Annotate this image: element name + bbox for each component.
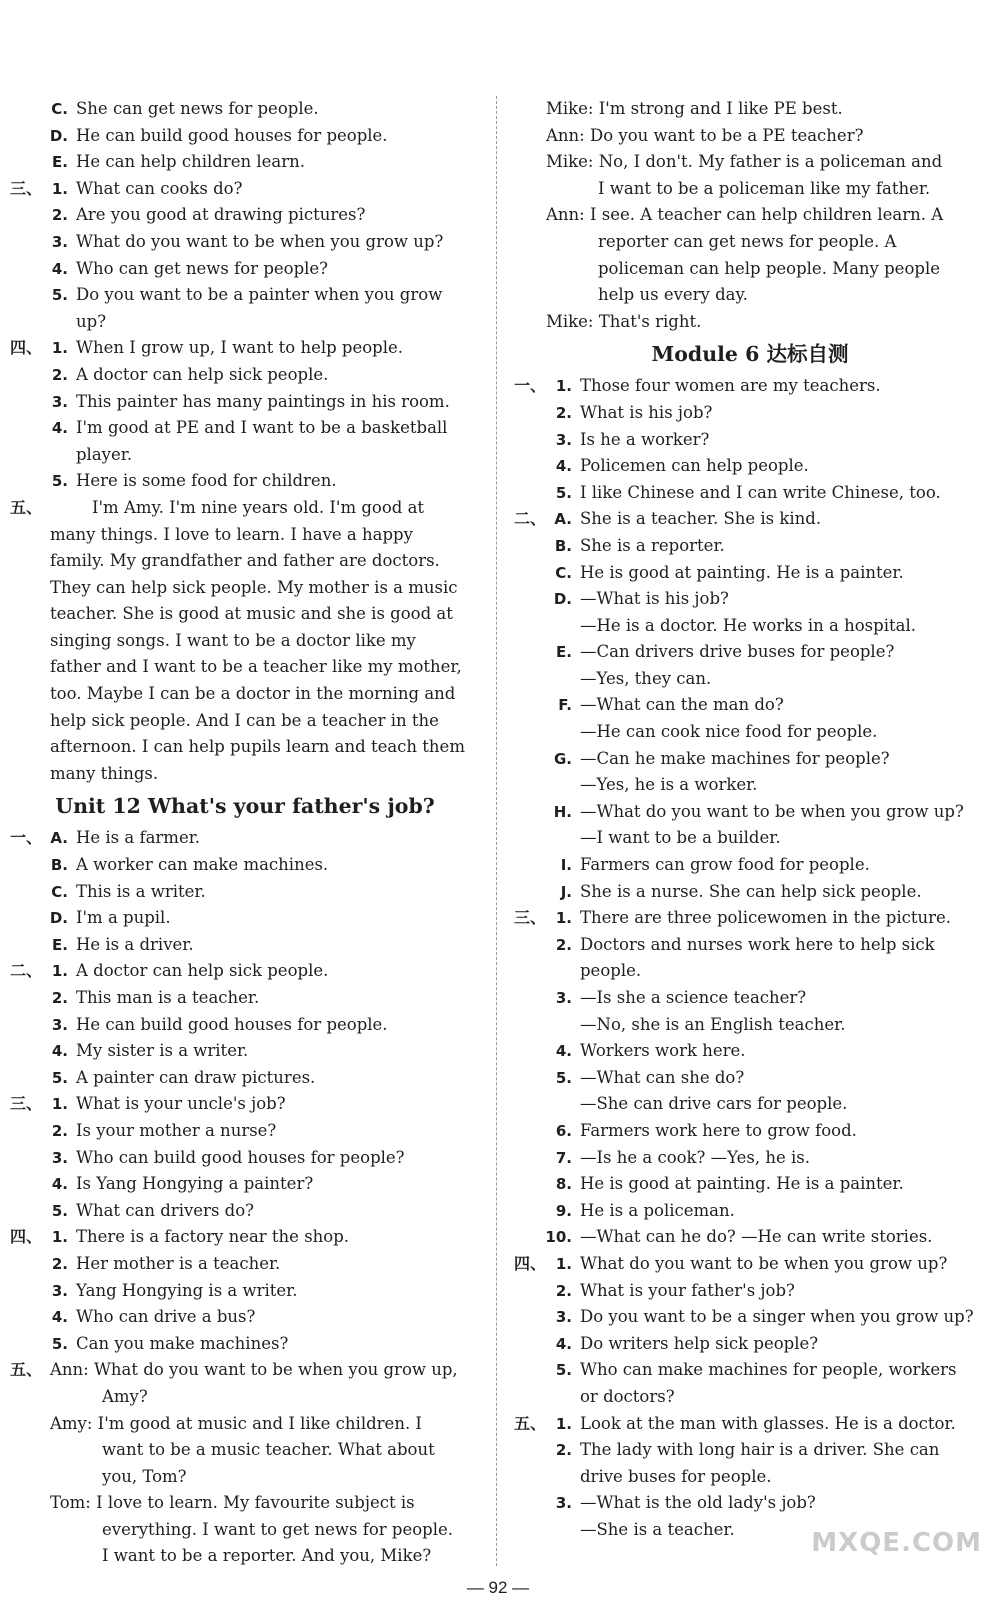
line-text: Who can get news for people?	[76, 258, 329, 278]
column-divider	[496, 96, 497, 1566]
line-text: Here is some food for children.	[76, 471, 337, 491]
line-text: She is a nurse. She can help sick people.	[580, 881, 922, 901]
line-text: She can get news for people.	[76, 99, 319, 118]
answer-line	[10, 1091, 480, 1118]
answer-line	[514, 202, 986, 229]
item-number: 4.	[51, 419, 68, 438]
line-text: Her mother is a teacher.	[76, 1253, 281, 1273]
answer-line	[514, 719, 986, 746]
item-number: J.	[560, 882, 572, 901]
section-marker: 一、	[10, 828, 43, 848]
answer-line	[10, 905, 480, 932]
line-text: I'm good at PE and I want to be a basketball	[76, 418, 448, 438]
item-number: 10.	[545, 1228, 572, 1247]
item-number: 3.	[555, 989, 572, 1007]
section-marker: 三、	[10, 1094, 43, 1114]
answer-line	[514, 905, 986, 932]
line-text: everything. I want to get news for people.	[102, 1519, 454, 1539]
answer-line	[10, 468, 480, 495]
answer-line	[514, 1224, 986, 1251]
item-number: 3.	[555, 1494, 572, 1513]
item-number: 2.	[555, 1281, 572, 1300]
answer-line	[10, 601, 480, 628]
line-text: drive buses for people.	[580, 1466, 772, 1486]
item-number: 3.	[51, 232, 68, 251]
answer-line	[514, 772, 986, 799]
line-text: Amy?	[102, 1386, 148, 1406]
line-text: Farmers work here to grow food.	[580, 1120, 857, 1140]
answer-line	[514, 96, 986, 123]
line-text: help sick people. And I can be a teacher in the	[50, 710, 439, 730]
answer-line	[10, 522, 480, 549]
answer-line	[514, 309, 986, 336]
answer-line	[514, 1304, 986, 1331]
item-number: 3.	[51, 392, 68, 411]
item-number: C.	[51, 882, 68, 901]
line-text: Is Yang Hongying a painter?	[76, 1174, 314, 1194]
line-text: Yang Hongying is a writer.	[76, 1280, 298, 1300]
section-marker: 三、	[514, 908, 547, 928]
line-text: This man is a teacher.	[76, 988, 260, 1007]
answer-line	[10, 1304, 480, 1331]
item-number: 2.	[555, 1441, 572, 1460]
answer-line	[10, 96, 480, 123]
line-text: —Can he make machines for people?	[580, 748, 890, 768]
item-number: D.	[553, 590, 572, 609]
answer-line	[514, 985, 986, 1012]
answer-line	[10, 575, 480, 602]
line-text: Ann: Do you want to be a PE teacher?	[546, 125, 864, 145]
answer-line	[10, 1357, 480, 1384]
line-text: Is he a worker?	[580, 429, 710, 449]
line-text: Who can drive a bus?	[76, 1307, 256, 1327]
answer-line	[10, 1012, 480, 1039]
answer-line	[514, 1171, 986, 1198]
answer-line	[514, 932, 986, 959]
section-title: Unit 12 What's your father's job?	[55, 794, 435, 819]
item-number: 2.	[51, 989, 68, 1007]
line-text: want to be a music teacher. What about	[102, 1440, 435, 1460]
answer-line	[10, 442, 480, 469]
answer-line	[10, 123, 480, 150]
item-number: 3.	[51, 1281, 68, 1300]
line-text: What do you want to be when you grow up?	[76, 231, 444, 251]
item-number: 3.	[555, 1308, 572, 1327]
item-number: 1.	[51, 1228, 68, 1247]
line-text: What can drivers do?	[76, 1200, 255, 1220]
line-text: —Yes, he is a worker.	[580, 775, 758, 795]
answer-line	[10, 176, 480, 203]
line-text: He is a driver.	[76, 934, 194, 954]
answer-line	[514, 427, 986, 454]
answer-line	[10, 1384, 480, 1411]
line-text: up?	[76, 311, 107, 331]
answer-line	[10, 149, 480, 176]
line-text: —What can the man do?	[580, 695, 784, 715]
section-marker: 五、	[514, 1413, 547, 1433]
answer-line	[10, 1145, 480, 1172]
section-marker: 四、	[10, 1227, 43, 1247]
item-number: 2.	[51, 206, 68, 225]
answer-line	[10, 1038, 480, 1065]
line-text: There are three policewomen in the picture.	[580, 908, 951, 928]
item-number: 5.	[51, 286, 68, 305]
answer-line	[10, 1171, 480, 1198]
answer-line	[10, 825, 480, 852]
answer-line	[10, 1543, 480, 1570]
answer-line	[514, 453, 986, 480]
left-column	[10, 96, 480, 1570]
answer-line	[10, 1198, 480, 1225]
answer-line	[514, 1490, 986, 1517]
line-text: —What do you want to be when you grow up?	[580, 801, 964, 821]
line-text: —She is a teacher.	[580, 1519, 735, 1539]
answer-line	[514, 586, 986, 613]
item-number: 2.	[51, 1254, 68, 1273]
line-text: —No, she is an English teacher.	[580, 1014, 846, 1034]
line-text: —Can drivers drive buses for people?	[580, 642, 895, 662]
item-number: 5.	[51, 1068, 68, 1087]
line-text: Mike: That's right.	[546, 311, 702, 331]
line-text: Amy: I'm good at music and I like children. I	[50, 1413, 422, 1433]
line-text: She is a reporter.	[580, 535, 725, 555]
item-number: 5.	[51, 472, 68, 491]
section-title: Module 6 达标自测	[651, 342, 849, 367]
line-text: family. My grandfather and father are doctors.	[50, 551, 440, 571]
line-text: My sister is a writer.	[76, 1041, 249, 1061]
answer-line	[514, 852, 986, 879]
item-number: C.	[555, 563, 572, 582]
item-number: 2.	[555, 403, 572, 422]
line-text: —He is a doctor. He works in a hospital.	[580, 615, 916, 635]
answer-line	[514, 692, 986, 719]
answer-line	[514, 1038, 986, 1065]
line-text: Who can make machines for people, workers	[580, 1360, 957, 1380]
line-text: Can you make machines?	[76, 1333, 289, 1353]
item-number: 1.	[555, 377, 572, 396]
line-text: —He can cook nice food for people.	[580, 722, 878, 742]
answer-line	[10, 932, 480, 959]
item-number: 4.	[51, 1308, 68, 1327]
item-number: E.	[52, 153, 68, 172]
answer-line	[514, 282, 986, 309]
answer-line	[10, 1278, 480, 1305]
line-text: many things.	[50, 763, 159, 783]
item-number: 3.	[555, 430, 572, 449]
item-number: 4.	[51, 1042, 68, 1061]
line-text: Doctors and nurses work here to help sick	[580, 934, 935, 954]
answer-line	[514, 666, 986, 693]
line-text: I'm a pupil.	[76, 908, 171, 928]
answer-line	[10, 309, 480, 336]
line-text: A painter can draw pictures.	[76, 1067, 316, 1087]
answer-line	[514, 176, 986, 203]
line-text: Ann: I see. A teacher can help children learn. A	[546, 205, 944, 225]
item-number: 9.	[555, 1201, 572, 1220]
line-text: He is good at painting. He is a painter.	[580, 562, 904, 582]
answer-line	[10, 1224, 480, 1251]
line-text: —What can he do? —He can write stories.	[580, 1227, 933, 1247]
line-text: or doctors?	[580, 1386, 675, 1406]
answer-line	[10, 1251, 480, 1278]
item-number: 7.	[555, 1148, 572, 1167]
item-number: 1.	[51, 962, 68, 981]
answer-line	[10, 958, 480, 985]
answer-line	[514, 1278, 986, 1305]
item-number: 2.	[51, 1121, 68, 1140]
section-marker: 二、	[10, 961, 43, 981]
item-number: 5.	[51, 1201, 68, 1220]
answer-line	[10, 654, 480, 681]
item-number: 5.	[51, 1334, 68, 1353]
line-text: —Is she a science teacher?	[580, 988, 807, 1007]
line-text: —She can drive cars for people.	[580, 1094, 848, 1114]
line-text: He can help children learn.	[76, 152, 305, 172]
item-number: 1.	[51, 339, 68, 358]
line-text: —What is the old lady's job?	[580, 1493, 816, 1513]
answer-line	[514, 1411, 986, 1438]
answer-line	[10, 495, 480, 522]
item-number: 1.	[51, 1095, 68, 1114]
item-number: 1.	[555, 1414, 572, 1433]
item-number: E.	[52, 935, 68, 954]
answer-line	[514, 1145, 986, 1172]
answer-line	[514, 506, 986, 533]
answer-line	[10, 628, 480, 655]
answer-line	[10, 761, 480, 788]
answer-line	[514, 123, 986, 150]
section-marker: 五、	[10, 1360, 43, 1380]
answer-line	[514, 799, 986, 826]
line-text: Tom: I love to learn. My favourite subject is	[50, 1493, 415, 1513]
line-text: many things. I love to learn. I have a happy	[50, 524, 413, 544]
answer-line	[10, 256, 480, 283]
answer-line	[514, 149, 986, 176]
answer-line	[514, 639, 986, 666]
line-text: This is a writer.	[76, 881, 206, 901]
item-number: E.	[556, 643, 572, 662]
section-marker: 四、	[10, 338, 43, 358]
answer-line	[514, 229, 986, 256]
line-text: I'm Amy. I'm nine years old. I'm good at	[92, 497, 425, 517]
line-text: This painter has many paintings in his room.	[76, 391, 450, 411]
answer-line	[10, 879, 480, 906]
item-number: F.	[558, 696, 572, 715]
line-text: When I grow up, I want to help people.	[76, 338, 404, 358]
answer-line	[10, 1411, 480, 1438]
answer-line	[514, 1357, 986, 1384]
answer-line	[514, 373, 986, 400]
item-number: 2.	[51, 365, 68, 384]
line-text: Policemen can help people.	[580, 456, 809, 476]
answer-line	[10, 389, 480, 416]
answer-line	[10, 852, 480, 879]
line-text: He can build good houses for people.	[76, 125, 388, 145]
line-text: He is a policeman.	[580, 1200, 735, 1220]
line-text: What is his job?	[580, 402, 713, 422]
line-text: I want to be a reporter. And you, Mike?	[102, 1546, 432, 1566]
item-number: A.	[50, 829, 68, 848]
answer-line	[10, 985, 480, 1012]
item-number: 6.	[555, 1121, 572, 1140]
answer-line	[514, 560, 986, 587]
item-number: 5.	[555, 1068, 572, 1087]
answer-line	[514, 1251, 986, 1278]
answer-line	[514, 400, 986, 427]
answer-line	[10, 548, 480, 575]
answer-line	[10, 1464, 480, 1491]
line-text: player.	[76, 444, 133, 464]
line-text: Look at the man with glasses. He is a doctor.	[580, 1413, 956, 1433]
item-number: 4.	[555, 457, 572, 476]
answer-line	[10, 1118, 480, 1145]
item-number: 3.	[51, 1148, 68, 1167]
line-text: She is a teacher. She is kind.	[580, 509, 822, 529]
answer-line	[10, 681, 480, 708]
answer-line	[514, 958, 986, 985]
watermark-logo: MXQE.COM	[811, 1528, 982, 1558]
line-text: you, Tom?	[102, 1466, 187, 1486]
answer-line	[514, 256, 986, 283]
line-text: reporter can get news for people. A	[598, 231, 897, 251]
item-number: 4.	[555, 1334, 572, 1353]
line-text: policeman can help people. Many people	[598, 258, 940, 278]
line-text: Do writers help sick people?	[580, 1333, 819, 1353]
line-text: —I want to be a builder.	[580, 828, 781, 848]
answer-line	[10, 1490, 480, 1517]
line-text: Are you good at drawing pictures?	[76, 205, 366, 225]
item-number: 4.	[555, 1042, 572, 1061]
line-text: help us every day.	[598, 285, 748, 305]
line-text: —What is his job?	[580, 589, 729, 609]
answer-line	[10, 1331, 480, 1358]
line-text: too. Maybe I can be a doctor in the morning and	[50, 684, 456, 704]
answer-line	[514, 1384, 986, 1411]
answer-line	[514, 1437, 986, 1464]
line-text: afternoon. I can help pupils learn and teach them	[50, 737, 465, 757]
line-text: —What can she do?	[580, 1067, 745, 1087]
line-text: He can build good houses for people.	[76, 1014, 388, 1034]
item-number: H.	[553, 802, 572, 821]
line-text: What is your uncle's job?	[76, 1094, 286, 1114]
line-text: Workers work here.	[580, 1041, 746, 1061]
item-number: B.	[50, 856, 68, 875]
item-number: A.	[554, 510, 572, 529]
answer-line	[514, 1065, 986, 1092]
line-text: There is a factory near the shop.	[76, 1227, 350, 1247]
line-text: What is your father's job?	[580, 1280, 795, 1300]
answer-line	[10, 734, 480, 761]
item-number: 5.	[555, 483, 572, 502]
section-marker: 一、	[514, 376, 547, 396]
item-number: C.	[51, 100, 68, 118]
line-text: The lady with long hair is a driver. She can	[580, 1440, 940, 1460]
line-text: Do you want to be a singer when you grow up?	[580, 1307, 974, 1327]
answer-line	[10, 229, 480, 256]
answer-line	[514, 533, 986, 560]
answer-line	[514, 1012, 986, 1039]
answer-line	[514, 480, 986, 507]
line-text: Mike: No, I don't. My father is a policeman and	[546, 152, 943, 172]
item-number: 3.	[51, 1015, 68, 1034]
line-text: A worker can make machines.	[76, 855, 329, 875]
item-number: 1.	[555, 1254, 572, 1273]
item-number: 5.	[555, 1361, 572, 1380]
answer-line	[10, 1065, 480, 1092]
item-number: I.	[560, 856, 572, 875]
item-number: D.	[49, 909, 68, 928]
item-number: G.	[553, 749, 572, 768]
line-text: They can help sick people. My mother is a music	[50, 577, 458, 597]
line-text: father and I want to be a teacher like my mother,	[50, 657, 462, 677]
item-number: D.	[49, 126, 68, 145]
line-text: Those four women are my teachers.	[580, 376, 881, 396]
answer-line	[10, 335, 480, 362]
item-number: 1.	[555, 909, 572, 928]
item-number: B.	[554, 536, 572, 555]
item-number: 1.	[51, 179, 68, 198]
line-text: He is a farmer.	[76, 828, 201, 848]
line-text: What can cooks do?	[76, 178, 243, 198]
section-marker: 三、	[10, 178, 43, 198]
line-text: I want to be a policeman like my father.	[598, 178, 931, 198]
answer-line	[10, 708, 480, 735]
line-text: teacher. She is good at music and she is good at	[50, 604, 453, 624]
item-number: 4.	[51, 259, 68, 278]
line-text: Who can build good houses for people?	[76, 1147, 405, 1167]
answer-line	[514, 1091, 986, 1118]
answer-line	[10, 362, 480, 389]
line-text: What do you want to be when you grow up?	[580, 1253, 948, 1273]
answer-line	[514, 1464, 986, 1491]
answer-line	[514, 879, 986, 906]
line-text: Farmers can grow food for people.	[580, 855, 870, 875]
answer-line	[10, 1517, 480, 1544]
item-number: 8.	[555, 1175, 572, 1194]
line-text: people.	[580, 961, 642, 981]
section-marker: 五、	[10, 497, 43, 517]
answer-line	[10, 282, 480, 309]
line-text: —Is he a cook? —Yes, he is.	[580, 1147, 810, 1167]
answer-line	[514, 613, 986, 640]
line-text: —Yes, they can.	[580, 668, 712, 688]
answer-line	[514, 746, 986, 773]
line-text: A doctor can help sick people.	[76, 961, 329, 981]
line-text: singing songs. I want to be a doctor like my	[50, 630, 416, 650]
line-text: Mike: I'm strong and I like PE best.	[546, 99, 843, 118]
section-marker: 二、	[514, 509, 547, 529]
line-text: Ann: What do you want to be when you grow up,	[50, 1360, 458, 1380]
answer-line	[514, 1118, 986, 1145]
section-marker: 四、	[514, 1253, 547, 1273]
answer-line	[514, 825, 986, 852]
answer-line	[514, 1198, 986, 1225]
line-text: A doctor can help sick people.	[76, 364, 329, 384]
item-number: 4.	[51, 1175, 68, 1194]
item-number: 2.	[555, 935, 572, 954]
answer-line	[514, 1331, 986, 1358]
line-text: I like Chinese and I can write Chinese, too.	[580, 482, 941, 502]
answer-line	[10, 202, 480, 229]
line-text: Do you want to be a painter when you grow	[76, 285, 443, 305]
line-text: Is your mother a nurse?	[76, 1120, 277, 1140]
answer-line	[10, 1437, 480, 1464]
answer-line	[10, 415, 480, 442]
page-number: — 92 —	[466, 1578, 530, 1597]
right-column	[514, 96, 986, 1543]
line-text: He is good at painting. He is a painter.	[580, 1174, 904, 1194]
